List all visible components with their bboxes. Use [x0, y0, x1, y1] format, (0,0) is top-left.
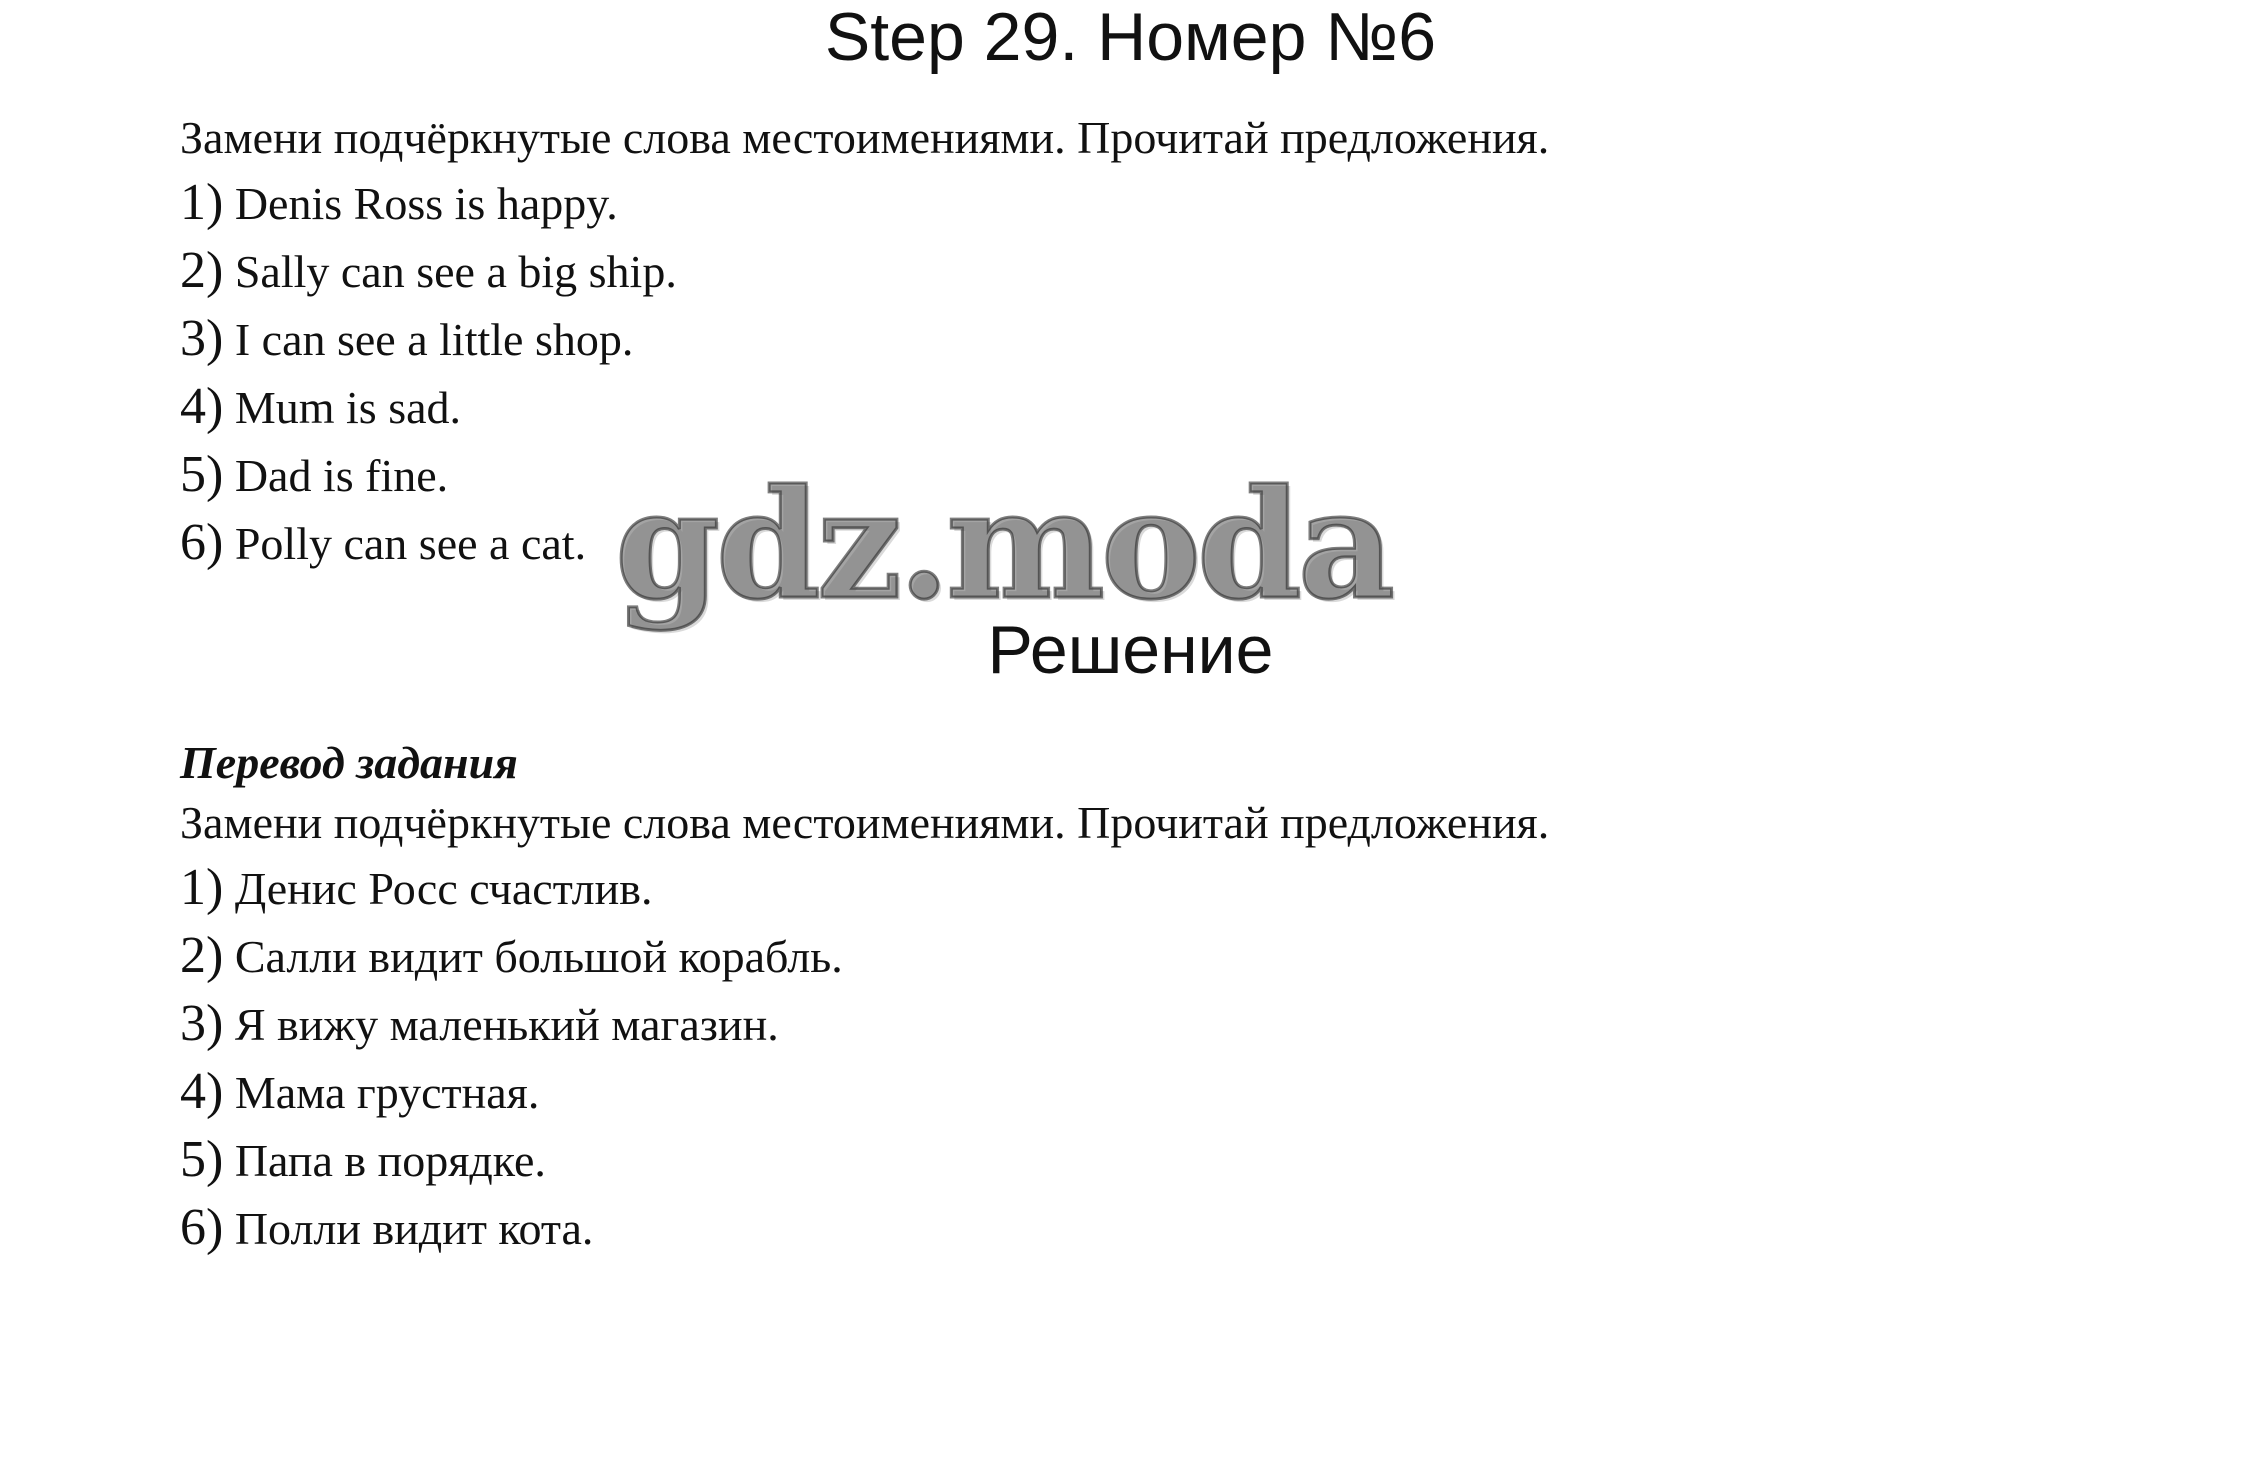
item-text: Мама грустная. — [234, 1067, 540, 1118]
item-number: 2) — [180, 242, 224, 299]
task-instruction: Замени подчёркнутые слова местоимениями. Прочитай предложения. — [180, 112, 1550, 163]
item-number: 1) — [180, 859, 224, 916]
item-number: 6) — [180, 1199, 224, 1256]
item-text: Папа в порядке. — [234, 1135, 546, 1186]
item-number: 5) — [180, 446, 224, 503]
item-text: Полли видит кота. — [234, 1203, 594, 1254]
item-number: 1) — [180, 174, 224, 231]
task-item — [180, 175, 618, 232]
item-text: Денис Росс счастлив. — [234, 863, 653, 914]
translation-subheading: Перевод задания — [180, 737, 518, 788]
solution-heading: Решение — [987, 612, 1274, 688]
task-item — [180, 515, 586, 572]
solution-item — [180, 996, 779, 1053]
item-number: 4) — [180, 378, 224, 435]
item-text: Dad is fine. — [234, 450, 449, 501]
solution-instruction: Замени подчёркнутые слова местоимениями. Прочитай предложения. — [180, 797, 1550, 848]
solution-item — [180, 1064, 539, 1121]
task-item — [180, 447, 448, 504]
item-text: Я вижу маленький магазин. — [234, 999, 779, 1050]
item-text: Sally can see a big ship. — [234, 246, 677, 297]
item-number: 3) — [180, 310, 224, 367]
item-text: Polly can see a cat. — [234, 518, 587, 569]
solution-item — [180, 1132, 546, 1189]
task-item — [180, 311, 633, 368]
item-number: 4) — [180, 1063, 224, 1120]
item-text: I can see a little shop. — [234, 314, 634, 365]
task-item — [180, 379, 461, 436]
solution-item — [180, 1200, 593, 1257]
item-number: 5) — [180, 1131, 224, 1188]
item-number: 2) — [180, 927, 224, 984]
solution-item — [180, 928, 843, 985]
item-number: 3) — [180, 995, 224, 1052]
watermark-logo: gdz.moda — [615, 457, 1392, 633]
page-title: Step 29. Номер №6 — [824, 0, 1437, 75]
item-text: Mum is sad. — [234, 382, 462, 433]
item-number: 6) — [180, 514, 224, 571]
solution-item — [180, 860, 652, 917]
item-text: Салли видит большой корабль. — [234, 931, 843, 982]
task-item — [180, 243, 677, 300]
item-text: Denis Ross is happy. — [234, 178, 618, 229]
